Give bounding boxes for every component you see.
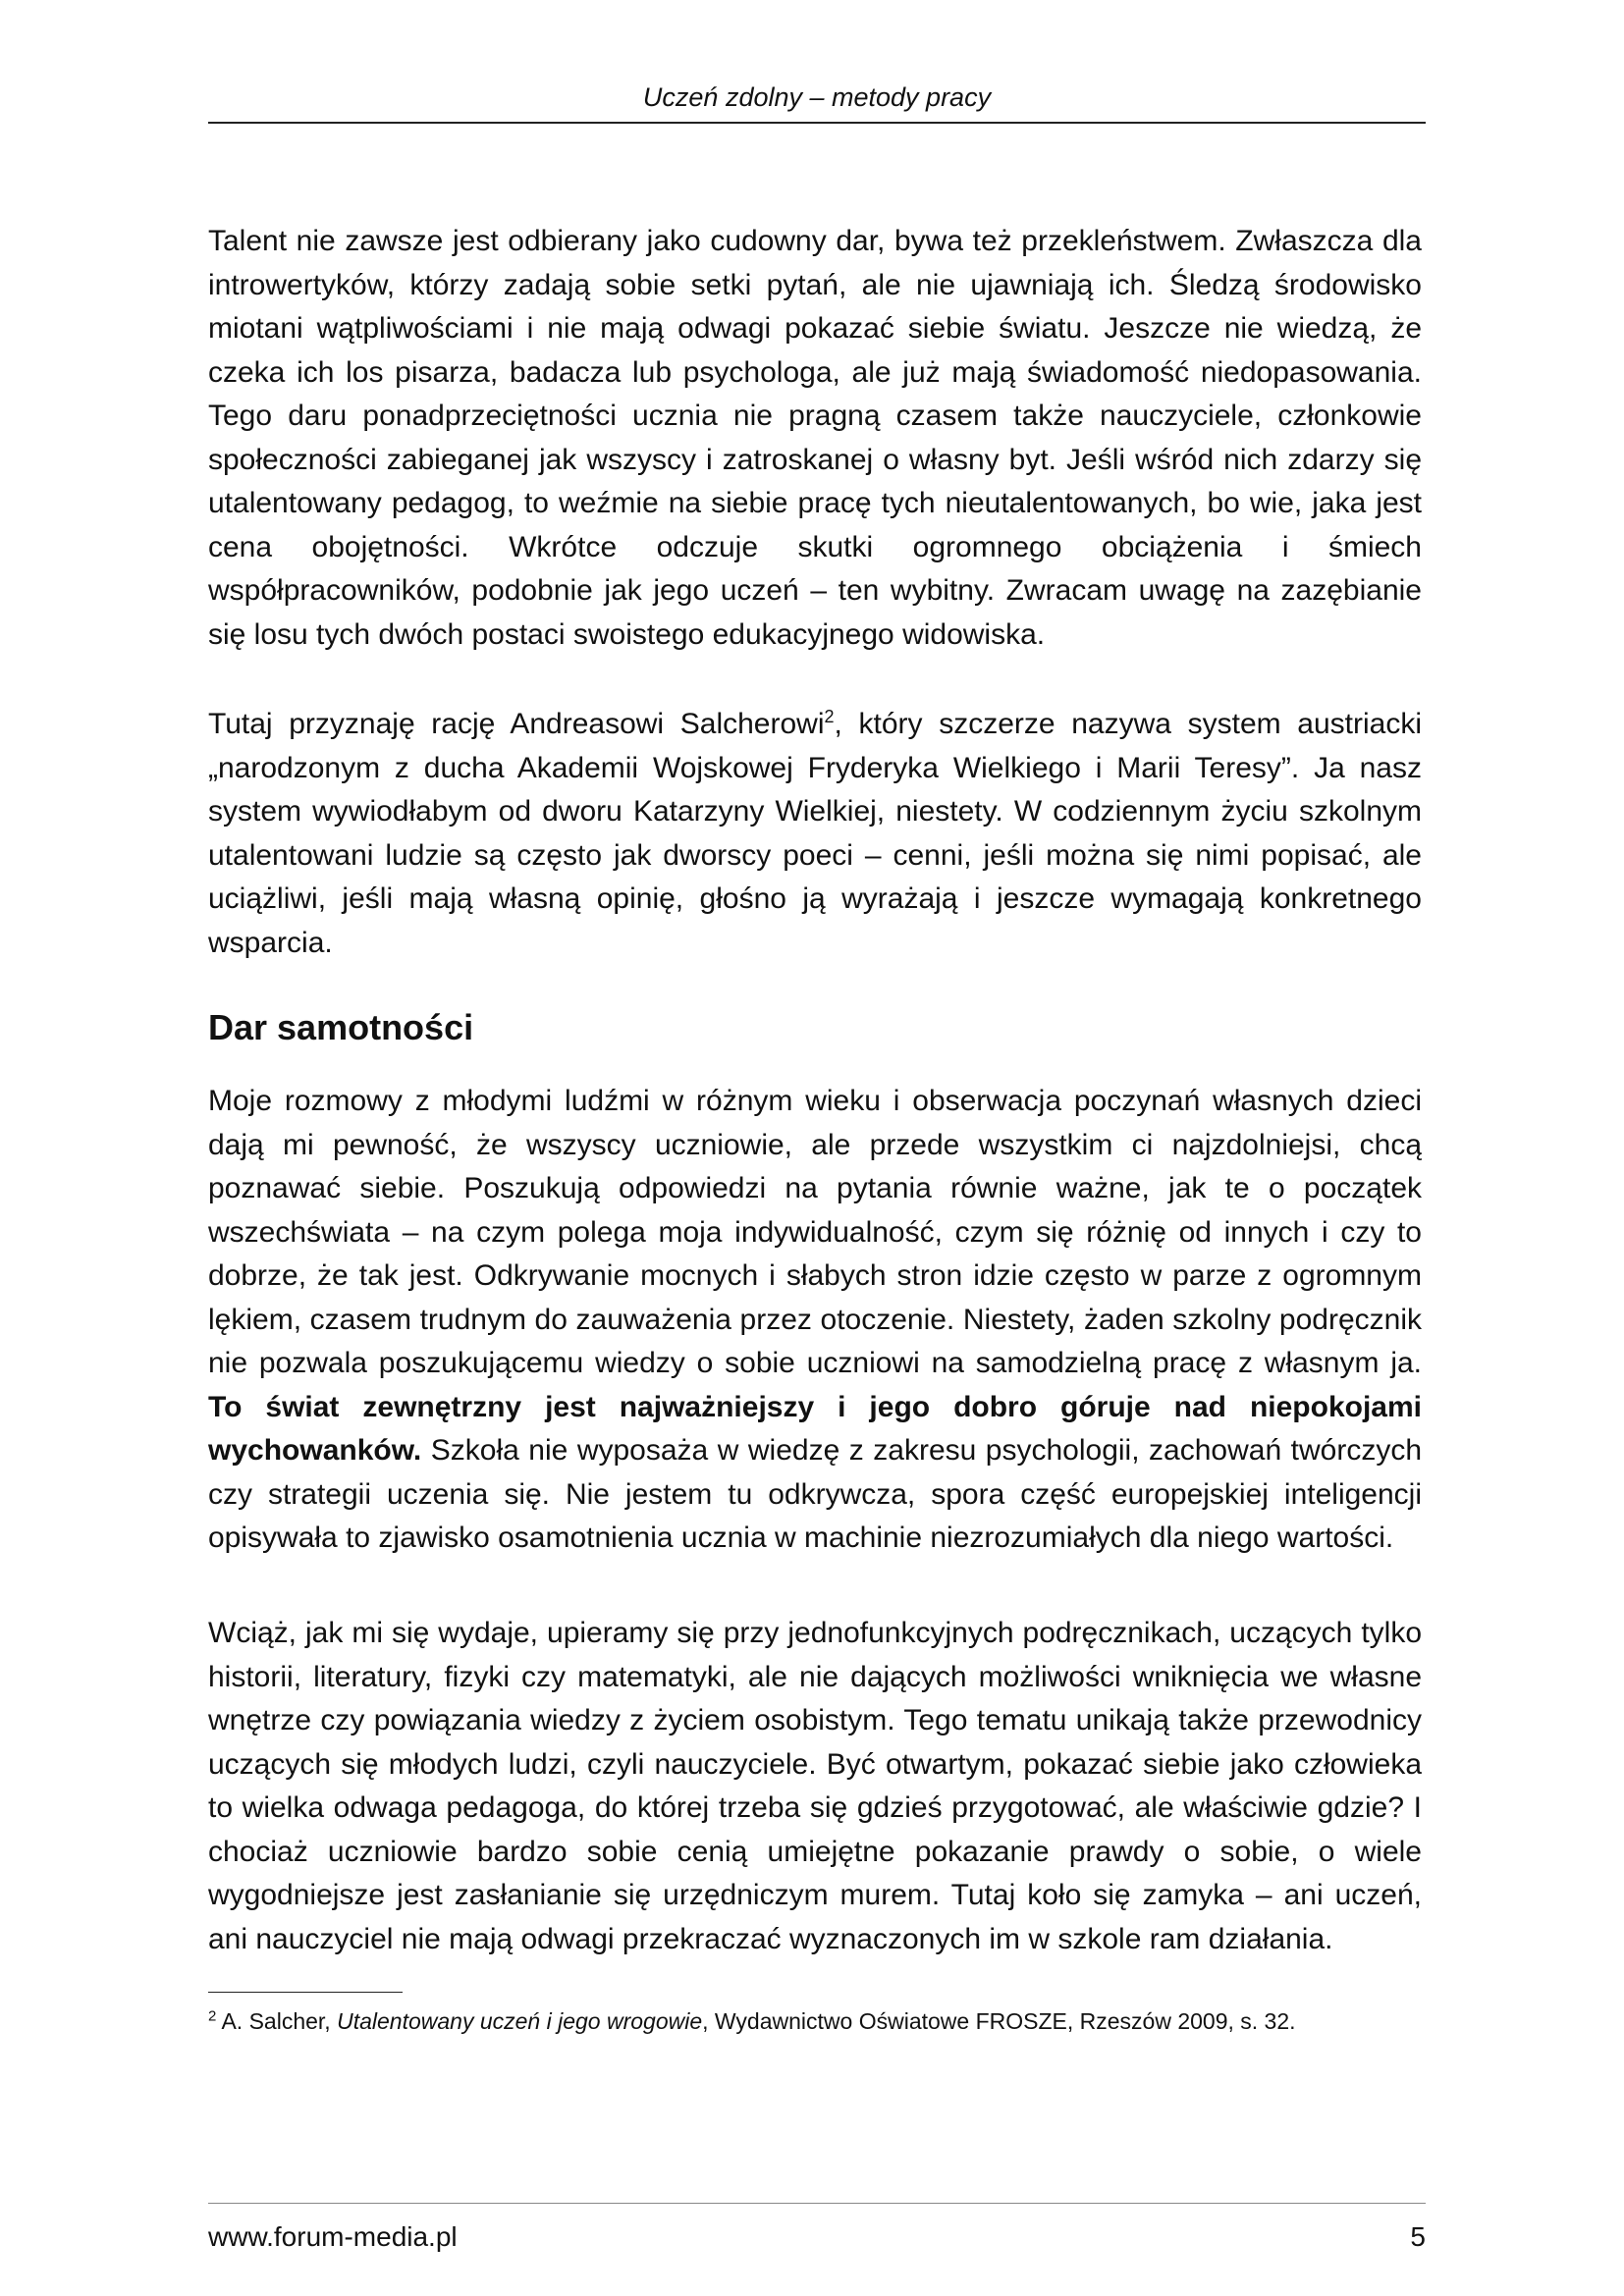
footnote-divider bbox=[208, 1992, 403, 1993]
footnote-marker: 2 bbox=[208, 2007, 217, 2025]
paragraph-podreczniki: Wciąż, jak mi się wydaje, upieramy się przy jednofunkcyjnych podręcznikach, uczących tylko historii, literatury, fizyki czy matematyki, ale nie dających możliwości wniknięcia we własne wnętrze czy powiązania wiedzy z życiem osobistym. Tego tematu unikają także przewodnicy uczących się młodych ludzi, czyli nauczyciele. Być otwartym, pokazać siebie jako człowieka to wielka odwaga pedagoga, do której trzeba się gdzieś przygotować, ale właściwie gdzie? I chociaż uczniowie bardzo sobie cenią umiejętne pokazanie prawdy o sobie, o wiele wygodniejsze jest zasłanianie się urzędniczym murem. Tutaj koło się zamyka – ani uczeń, ani nauczyciel nie mają odwagi przekraczać wyznaczonych im w szkole ram działania. bbox=[208, 1617, 1422, 1955]
paragraph-rozmowy bbox=[208, 1080, 1422, 1561]
header-divider bbox=[208, 122, 1426, 124]
paragraph-salcher-start: Tutaj przyznaję rację Andreasowi Salcherowi bbox=[208, 708, 825, 740]
running-header: Uczeń zdolny – metody pracy bbox=[642, 82, 992, 112]
paragraph-salcher bbox=[208, 703, 1422, 965]
footnote-reference: 2 bbox=[824, 707, 835, 726]
footnote-publisher: , Wydawnictwo Oświatowe FROSZE, Rzeszów 2009, s. 32. bbox=[702, 2008, 1296, 2034]
footnote-title: Utalentowany uczeń i jego wrogowie bbox=[337, 2008, 703, 2034]
paragraph-salcher-end: , który szczerze nazywa system austriacki „narodzonym z ducha Akademii Wojskowej Fryderyka Wielkiego i Marii Teresy”. Ja nasz system wywiodłabym od dworu Katarzyny Wielkiej, niestety. W codziennym życiu szkolnym utalentowani ludzie są często jak dworscy poeci – cenni, jeśli można się nimi popisać, ale uciążliwi, jeśli mają własną opinię, głośno ją wyrażają i jeszcze wymagają konkretnego wsparcia. bbox=[208, 708, 1422, 959]
paragraph-rozmowy-start: Moje rozmowy z młodymi ludźmi w różnym wieku i obserwacja poczynań własnych dzieci dają mi pewność, że wszyscy uczniowie, ale przede wszystkim ci najzdolniejsi, chcą poznawać siebie. Poszukują odpowiedzi na pytania równie ważne, jak te o początek wszechświata – na czym polega moja indywidualność, czym się różnię od innych i czy to dobrze, że tak jest. Odkrywanie mocnych i słabych stron idzie często w parze z ogromnym lękiem, czasem trudnym do zauważenia przez otoczenie. Niestety, żaden szkolny podręcznik nie pozwala poszukującemu wiedzy o sobie uczniowi na samodzielną pracę z własnym ja. bbox=[208, 1085, 1422, 1379]
footnote bbox=[208, 2005, 1426, 2037]
footer-divider bbox=[208, 2203, 1426, 2204]
paragraph-talent: Talent nie zawsze jest odbierany jako cudowny dar, bywa też przekleństwem. Zwłaszcza dla introwertyków, którzy zadają sobie setki pytań, ale nie ujawniają ich. Śledzą środowisko miotani wątpliwościami i nie mają odwagi pokazać siebie światu. Jeszcze nie wiedzą, że czeka ich los pisarza, badacza lub psychologa, ale już mają świadomość niedopasowania. Tego daru ponadprzeciętności ucznia nie pragną czasem także nauczyciele, członkowie społeczności zabieganej jak wszyscy i zatroskanej o własny byt. Jeśli wśród nich zdarzy się utalentowany pedagog, to weźmie na siebie pracę tych nieutalentowanych, bo wie, jaka jest cena obojętności. Wkrótce odczuje skutki ogromnego obciążenia i śmiech współpracowników, podobnie jak jego uczeń – ten wybitny. Zwracam uwagę na zazębianie się losu tych dwóch postaci swoistego edukacyjnego widowiska. bbox=[208, 225, 1422, 651]
paragraph-rozmowy-end: Szkoła nie wyposaża w wiedzę z zakresu psychologii, zachowań twórczych czy strategii uczenia się. Nie jestem tu odkrywcza, spora część europejskiej inteligencji opisywała to zjawisko osamotnienia ucznia w machinie niezrozumiałych dla niego wartości. bbox=[208, 1434, 1422, 1554]
footnote-author: A. Salcher, bbox=[216, 2008, 338, 2034]
section-heading: Dar samotności bbox=[208, 1007, 474, 1047]
footer-url: www.forum-media.pl bbox=[208, 2221, 458, 2252]
paragraph-rozmowy-emphasis: To świat zewnętrzny jest najważniejszy i jego dobro góruje nad niepokojami wychowanków. bbox=[208, 1390, 1422, 1467]
page-number: 5 bbox=[1410, 2221, 1426, 2252]
